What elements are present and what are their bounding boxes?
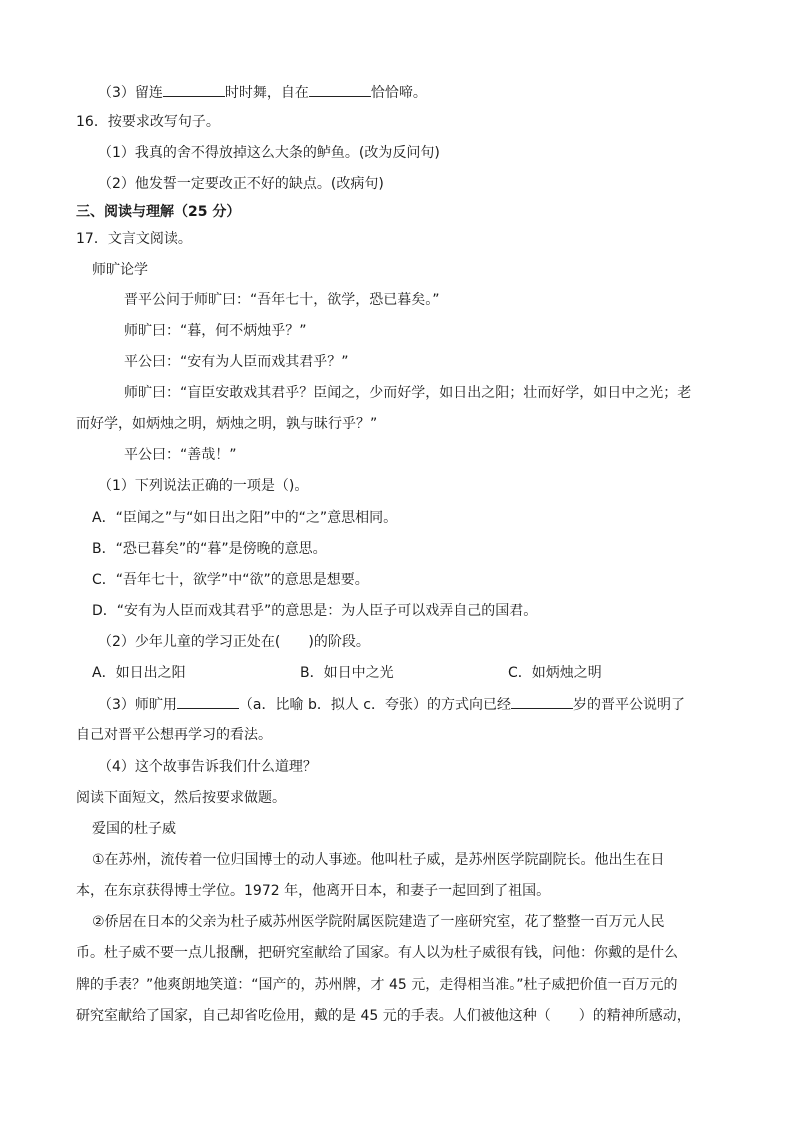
q17-sub-2: （2）少年儿童的学习正处在( )的阶段。: [98, 634, 370, 650]
passage-line: ①在苏州，流传着一位归国博士的动人事迹。他叫杜子威，是苏州医学院副院长。他出生在日: [92, 852, 665, 868]
option-a[interactable]: A．如日出之阳: [92, 665, 186, 681]
option-c[interactable]: C．“吾年七十，欲学”中“欲”的意思是想要。: [92, 572, 369, 588]
q15-3-part-c: 恰恰啼。: [370, 85, 427, 101]
passage-line: ②侨居在日本的父亲为杜子威苏州医学院附属医院建造了一座研究室，花了整整一百万元人民: [92, 914, 665, 930]
section-heading: 三、阅读与理解（25 分）: [76, 204, 241, 220]
q15-item-3: [98, 82, 427, 103]
q17-sub-1: （1）下列说法正确的一项是（)。: [98, 478, 309, 494]
answer-blank[interactable]: [163, 82, 225, 97]
passage-line: 师旷曰：“盲臣安敢戏其君乎？臣闻之，少而好学，如日出之阳；壮而好学，如日中之光；老: [124, 385, 692, 401]
q17-title: 17．文言文阅读。: [76, 231, 192, 247]
q15-3-part-b: 时时舞，自在: [224, 85, 309, 101]
passage-line: 研究室献给了国家，自己却省吃俭用，戴的是 45 元的手表。人们被他这种（ ）的精神所感动，: [76, 1008, 691, 1024]
q17-3-part-c: 岁的晋平公说明了: [572, 697, 685, 713]
answer-blank[interactable]: [177, 694, 239, 709]
passage-title: 师旷论学: [92, 262, 148, 278]
passage-title: 爱国的杜子威: [92, 821, 176, 837]
passage-line: 平公曰：“安有为人臣而戏其君乎？”: [124, 354, 349, 370]
option-c[interactable]: C．如炳烛之明: [508, 665, 602, 681]
q15-3-part-a: （3）留连: [98, 85, 163, 101]
passage-line: 本，在东京获得博士学位。1972 年，他离开日本，和妻子一起回到了祖国。: [76, 883, 551, 899]
passage-line: 而好学，如炳烛之明，炳烛之明，孰与昧行乎？”: [76, 416, 378, 432]
q16-title: 16．按要求改写句子。: [76, 114, 220, 130]
passage-line: 晋平公问于师旷曰：“吾年七十，欲学，恐已暮矣。”: [124, 292, 440, 308]
reading-intro: 阅读下面短文，然后按要求做题。: [76, 790, 286, 806]
option-b[interactable]: B．如日中之光: [300, 665, 394, 681]
passage-line: 牌的手表？”他爽朗地笑道：“国产的，苏州牌，才 45 元，走得相当准。”杜子威把价值一百万元的: [76, 977, 678, 993]
q16-sentence-2: （2）他发誓一定要改正不好的缺点。(改病句): [98, 176, 384, 192]
passage-line: 平公曰：“善哉！”: [124, 447, 237, 463]
option-b[interactable]: B．“恐已暮矣”的“暮”是傍晚的意思。: [92, 541, 327, 557]
q17-sub-3-cont: 自己对晋平公想再学习的看法。: [76, 727, 272, 743]
q17-3-part-a: （3）师旷用: [98, 697, 177, 713]
q17-sub-4: （4）这个故事告诉我们什么道理？: [98, 759, 317, 775]
answer-blank[interactable]: [309, 82, 371, 97]
option-a[interactable]: A．“臣闻之”与“如日出之阳”中的“之”意思相同。: [92, 510, 398, 526]
q17-3-part-b: （a．比喻 b．拟人 c．夸张）的方式向已经: [238, 697, 511, 713]
q16-sentence-1: （1）我真的舍不得放掉这么大条的鲈鱼。(改为反问句): [98, 145, 440, 161]
option-d[interactable]: D．“安有为人臣而戏其君乎”的意思是：为人臣子可以戏弄自己的国君。: [92, 603, 538, 619]
answer-blank[interactable]: [511, 694, 573, 709]
passage-line: 币。杜子威不要一点儿报酬，把研究室献给了国家。有人以为杜子威很有钱，问他：你戴的是什么: [76, 945, 678, 961]
q17-sub-3: [98, 694, 685, 715]
passage-line: 师旷曰：“暮，何不炳烛乎？”: [124, 323, 307, 339]
